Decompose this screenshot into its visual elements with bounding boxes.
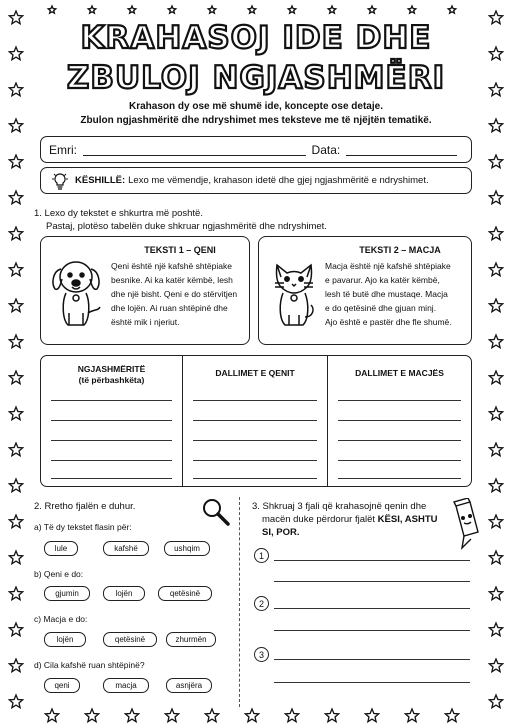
decorative-star: [88, 6, 96, 13]
decorative-star: [45, 709, 58, 722]
q1-line2: Pastaj, plotëso tabelën duke shkruar ngjashmëritë dhe ndryshimet.: [46, 221, 327, 232]
text2-line: e pavarur. Ajo ka katër këmbë,: [325, 275, 440, 285]
dog-differences-header: DALLIMET E QENIT: [215, 368, 295, 378]
decorative-star: [9, 479, 22, 492]
decorative-star: [9, 443, 22, 456]
text2-box: [258, 236, 472, 345]
sentence-number-3: 3: [254, 647, 269, 662]
text1-line: dhe lojën. Ai ruan shtëpinë dhe: [111, 303, 228, 313]
option-ushqim[interactable]: ushqim: [164, 541, 210, 556]
decorative-star: [288, 6, 296, 13]
decorative-star: [489, 407, 502, 420]
decorative-star: [448, 6, 456, 13]
page-title-line1: KRAHASOJ IDE DHE: [80, 20, 432, 56]
decorative-star: [489, 515, 502, 528]
decorative-star: [489, 191, 502, 204]
decorative-star: [125, 709, 138, 722]
answer-line[interactable]: [193, 440, 317, 441]
option-lojen[interactable]: lojën: [44, 632, 86, 647]
decorative-star: [489, 155, 502, 168]
decorative-star: [489, 479, 502, 492]
answer-line[interactable]: [338, 400, 461, 401]
decorative-star: [445, 709, 458, 722]
decorative-star: [9, 695, 22, 708]
option-qetesine[interactable]: qetësinë: [158, 586, 212, 601]
answer-line[interactable]: [193, 460, 317, 461]
decorative-star: [489, 551, 502, 564]
cat-icon: [265, 251, 323, 331]
answer-line[interactable]: [193, 420, 317, 421]
date-field[interactable]: [346, 144, 457, 156]
decorative-star: [489, 227, 502, 240]
similarities-header: NGJASHMËRITË: [77, 364, 146, 374]
answer-line[interactable]: [193, 400, 317, 401]
tip-box: [40, 167, 472, 194]
answer-line[interactable]: [338, 478, 461, 479]
decorative-star: [245, 709, 258, 722]
sentence-number-1: 1: [254, 548, 269, 563]
q3-keywords1: KËSI, ASHTU: [377, 514, 438, 525]
text1-box: [40, 236, 250, 345]
writing-line[interactable]: [274, 560, 470, 561]
decorative-star: [368, 6, 376, 13]
text2-line: e do qetësinë dhe gjuan minj.: [325, 303, 437, 313]
option-macja[interactable]: macja: [103, 678, 149, 693]
writing-line[interactable]: [274, 581, 470, 582]
date-label: Data:: [311, 142, 341, 157]
decorative-star: [365, 709, 378, 722]
answer-line[interactable]: [193, 478, 317, 479]
decorative-star: [408, 6, 416, 13]
answer-line[interactable]: [51, 420, 172, 421]
decorative-star: [9, 155, 22, 168]
decorative-star: [489, 335, 502, 348]
text1-line: është mik i njeriut.: [111, 317, 180, 327]
section-divider: [239, 497, 240, 707]
writing-line[interactable]: [274, 608, 470, 609]
decorative-star: [128, 6, 136, 13]
option-lule[interactable]: lule: [44, 541, 78, 556]
decorative-star: [489, 695, 502, 708]
decorative-star: [9, 119, 22, 132]
decorative-star: [205, 709, 218, 722]
text2-line: lesh të butë dhe mustaqe. Macja: [325, 289, 448, 299]
answer-line[interactable]: [51, 400, 172, 401]
decorative-star: [165, 709, 178, 722]
name-date-box: [40, 136, 472, 163]
option-qeni[interactable]: qeni: [44, 678, 80, 693]
decorative-star: [9, 515, 22, 528]
lightbulb-icon: [51, 172, 69, 190]
decorative-star: [325, 709, 338, 722]
option-kafshe[interactable]: kafshë: [103, 541, 149, 556]
text1-line: Qeni është një kafshë shtëpiake: [111, 261, 232, 271]
q3-line3-wrap: [262, 526, 299, 539]
decorative-star: [85, 709, 98, 722]
q3-keywords2: SI, POR.: [262, 527, 300, 538]
text1-line: dhe një bisht. Qeni e do stërvitjen: [111, 289, 238, 299]
tip-text: Lexo me vëmendje, krahason idetë dhe gjej ngjashmëritë e ndryshimet.: [128, 175, 429, 186]
decorative-star: [9, 407, 22, 420]
subtitle-line2: Zbulon ngjashmëritë dhe ndryshimet mes teksteve me të njëjtën tematikë.: [80, 115, 432, 126]
answer-line[interactable]: [338, 460, 461, 461]
sentence-number-2: 2: [254, 596, 269, 611]
decorative-star: [9, 623, 22, 636]
subtitle-line1: Krahason dy ose më shumë ide, koncepte ose detaje.: [129, 101, 383, 112]
text2-line: Macja është një kafshë shtëpiake: [325, 261, 451, 271]
q3-line1: 3. Shkruaj 3 fjali që krahasojnë qenin dhe: [252, 501, 427, 512]
q2c-prompt: c) Macja e do:: [34, 614, 88, 624]
answer-line[interactable]: [338, 440, 461, 441]
decorative-star: [9, 335, 22, 348]
q3-line2: macën duke përdorur fjalët: [262, 514, 376, 525]
decorative-star: [9, 263, 22, 276]
decorative-star: [285, 709, 298, 722]
decorative-star: [489, 371, 502, 384]
decorative-star: [489, 299, 502, 312]
similarities-subheader: (të përbashkëta): [78, 375, 145, 385]
decorative-star: [168, 6, 176, 13]
text1-title: TEKSTI 1 – QENI: [144, 245, 216, 255]
similarities-column: [41, 356, 183, 486]
option-asnjera[interactable]: asnjëra: [166, 678, 212, 693]
writing-line[interactable]: [274, 682, 470, 683]
answer-line[interactable]: [51, 440, 172, 441]
q1-line1: 1. Lexo dy tekstet e shkurtra më poshtë.: [34, 208, 203, 219]
text2-line: Ajo është e pastër dhe fle shumë.: [325, 317, 452, 327]
decorative-star: [489, 119, 502, 132]
decorative-star: [9, 227, 22, 240]
cat-differences-column: [328, 356, 471, 486]
name-field[interactable]: [83, 144, 306, 156]
option-gjumin[interactable]: gjumin: [44, 586, 90, 601]
option-qetesine[interactable]: qetësinë: [103, 632, 157, 647]
decorative-star: [248, 6, 256, 13]
decorative-star: [489, 263, 502, 276]
cat-differences-header: DALLIMET E MACJËS: [355, 368, 444, 378]
decorative-star: [489, 623, 502, 636]
dog-differences-column: [183, 356, 328, 486]
writing-line[interactable]: [274, 630, 470, 631]
q2a-prompt: a) Të dy tekstet flasin për:: [34, 522, 132, 532]
decorative-star: [9, 551, 22, 564]
writing-line[interactable]: [274, 659, 470, 660]
option-lojen[interactable]: lojën: [103, 586, 145, 601]
decorative-star: [489, 587, 502, 600]
option-zhurmen[interactable]: zhurmën: [166, 632, 216, 647]
q2-title: 2. Rretho fjalën e duhur.: [34, 501, 136, 512]
decorative-star: [48, 6, 56, 13]
q2b-prompt: b) Qeni e do:: [34, 569, 84, 579]
decorative-star: [9, 299, 22, 312]
decorative-star: [208, 6, 216, 13]
q2d-prompt: d) Cila kafshë ruan shtëpinë?: [34, 660, 145, 670]
answer-line[interactable]: [51, 460, 172, 461]
magnifier-icon: [200, 496, 232, 528]
answer-line[interactable]: [338, 420, 461, 421]
decorative-star: [9, 191, 22, 204]
q3-line2-wrap: [262, 513, 437, 526]
pencil-icon: [446, 498, 480, 554]
decorative-star: [9, 587, 22, 600]
page-title-line2: ZBULOJ NGJASHMËRI: [66, 60, 446, 96]
answer-line[interactable]: [51, 478, 172, 479]
comparison-table: [40, 355, 472, 487]
decorative-star: [9, 659, 22, 672]
decorative-star: [328, 6, 336, 13]
decorative-star: [489, 443, 502, 456]
decorative-star: [405, 709, 418, 722]
text2-title: TEKSTI 2 – MACJA: [359, 245, 441, 255]
decorative-star: [489, 659, 502, 672]
dog-icon: [47, 251, 105, 331]
name-label: Emri:: [49, 142, 77, 157]
decorative-star: [9, 371, 22, 384]
tip-label: KËSHILLË:: [75, 175, 126, 186]
text1-line: besnike. Ai ka katër këmbë, lesh: [111, 275, 233, 285]
